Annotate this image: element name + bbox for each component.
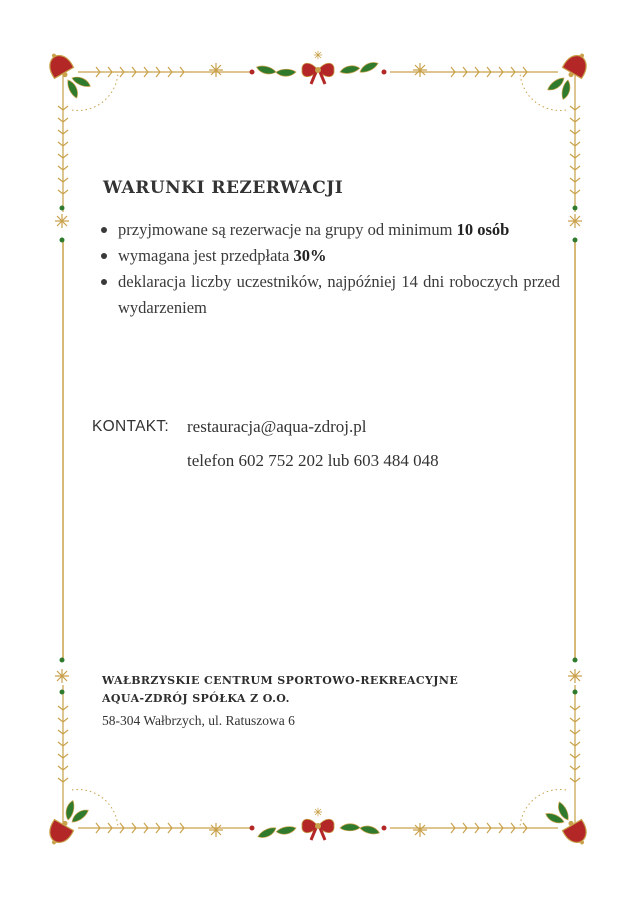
list-item-bold: 30% — [293, 246, 327, 265]
contact-email: restauracja@aqua-zdroj.pl — [187, 417, 367, 436]
list-item-text: wymagana jest przedpłata — [118, 246, 294, 265]
organization-address: 58-304 Wałbrzych, ul. Ratuszowa 6 — [102, 713, 295, 728]
list-item — [98, 269, 560, 321]
organization-line-1: WAŁBRZYSKIE CENTRUM SPORTOWO-REKREACYJNE — [102, 674, 459, 687]
conditions-list — [98, 217, 560, 321]
list-item — [98, 217, 560, 243]
contact-label: KONTAKT: — [92, 418, 170, 435]
organization-line-2: AQUA-ZDRÓJ SPÓŁKA Z O.O. — [102, 692, 290, 705]
contact-phone: telefon 602 752 202 lub 603 484 048 — [187, 451, 439, 470]
list-item-bold: 10 osób — [456, 220, 510, 239]
list-item-text: przyjmowane są rezerwacje na grupy od minimum — [118, 220, 457, 239]
list-item-text: deklaracja liczby uczestników, najpóźniej 14 dni roboczych przed wydarzeniem — [118, 272, 560, 317]
list-item — [98, 243, 560, 269]
organization-name — [102, 672, 458, 708]
section-heading: WARUNKI REZERWACJI — [103, 178, 344, 198]
